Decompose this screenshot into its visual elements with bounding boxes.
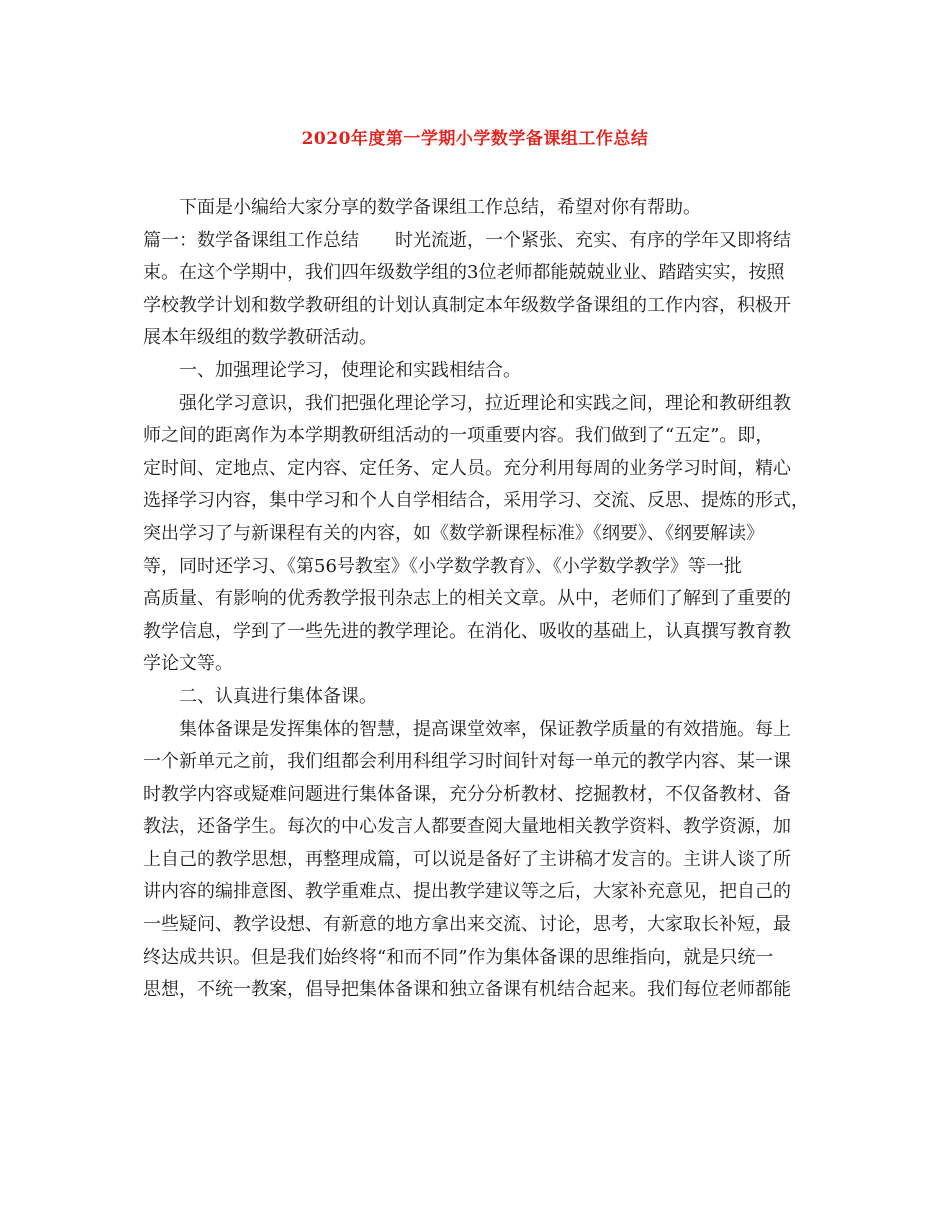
body-line: 展本年级组的数学教研活动。	[143, 327, 377, 349]
body-line: 时教学内容或疑难问题进行集体备课，充分分析教材、挖掘教材，不仅备教材、备	[143, 783, 791, 805]
body-line: 下面是小编给大家分享的数学备课组工作总结，希望对你有帮助。	[179, 197, 701, 218]
body-line: 教法，还备学生。每次的中心发言人都要查阅大量地相关教学资料、教学资源，加	[143, 816, 791, 838]
body-line: 二、认真进行集体备课。	[179, 685, 377, 707]
body-line: 师之间的距离作为本学期教研组活动的一项重要内容。我们做到了“五定”。即，	[143, 425, 774, 447]
body-line: 突出学习了与新课程有关的内容，如《数学新课程标准》《纲要》、《纲要解读》	[143, 522, 764, 544]
body-line: 一、加强理论学习，使理论和实践相结合。	[179, 359, 521, 381]
body-line: 一些疑问、教学设想、有新意的地方拿出来交流、讨论，思考，大家取长补短，最	[143, 914, 791, 936]
body-line: 讲内容的编排意图、教学重难点、提出教学建议等之后，大家补充意见，把自己的	[143, 881, 791, 903]
body-line: 终达成共识。但是我们始终将“和而不同”作为集体备课的思维指向，就是只统一	[143, 946, 774, 968]
body-line: 学校教学计划和数学教研组的计划认真制定本年级数学备课组的工作内容，积极开	[143, 294, 791, 316]
body-line: 选择学习内容，集中学习和个人自学相结合，采用学习、交流、反思、提炼的形式，	[143, 490, 809, 512]
body-line: 等，同时还学习、《第56号教室》《小学数学教育》、《小学数学教学》等一批	[143, 555, 742, 577]
body-line: 教学信息，学到了一些先进的教学理论。在消化、吸收的基础上，认真撰写教育教	[143, 620, 791, 642]
body-line: 束。在这个学期中，我们四年级数学组的3位老师都能兢兢业业、踏踏实实，按照	[143, 262, 785, 284]
body-line: 强化学习意识，我们把强化理论学习，拉近理论和实践之间，理论和教研组教	[179, 392, 791, 414]
document-title: 2020年度第一学期小学数学备课组工作总结	[301, 129, 649, 149]
body-line: 定时间、定地点、定内容、定任务、定人员。充分利用每周的业务学习时间，精心	[143, 457, 791, 479]
body-line: 思想，不统一教案，倡导把集体备课和独立备课有机结合起来。我们每位老师都能	[143, 979, 791, 1001]
body-line: 高质量、有影响的优秀教学报刊杂志上的相关文章。从中，老师们了解到了重要的	[143, 588, 791, 610]
body-line: 一个新单元之前，我们组都会利用科组学习时间针对每一单元的教学内容、某一课	[143, 751, 791, 773]
document-body	[143, 192, 811, 1007]
body-line: 上自己的教学思想，再整理成篇，可以说是备好了主讲稿才发言的。主讲人谈了所	[143, 848, 791, 870]
body-line: 学论文等。	[143, 653, 233, 675]
body-line: 集体备课是发挥集体的智慧，提高课堂效率，保证教学质量的有效措施。每上	[179, 718, 791, 740]
body-line: 篇一：数学备课组工作总结 时光流逝，一个紧张、充实、有序的学年又即将结	[143, 229, 791, 251]
